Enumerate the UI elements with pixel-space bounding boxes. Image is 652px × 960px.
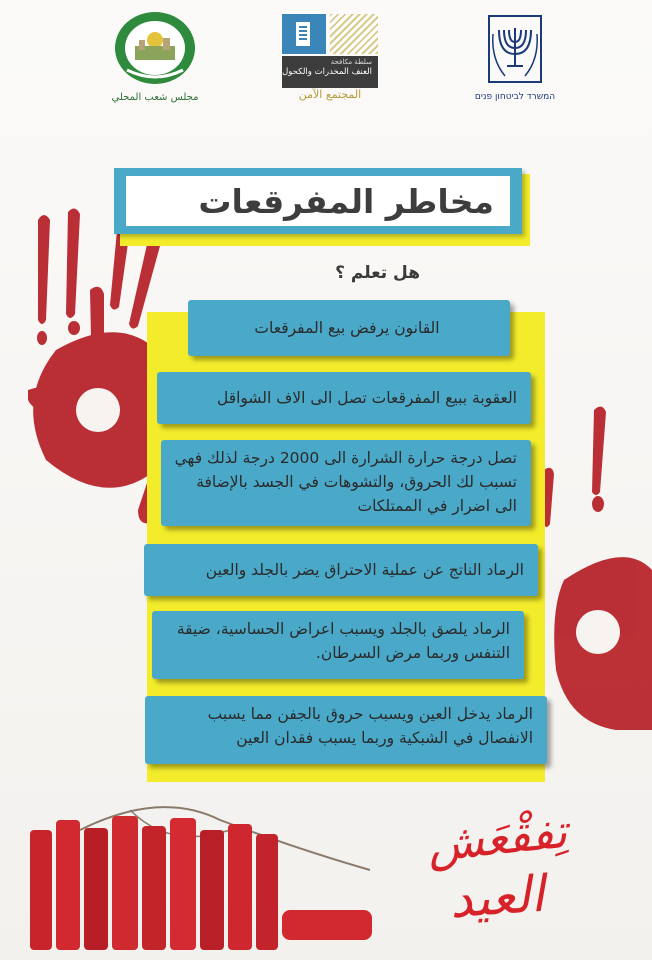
title-banner	[114, 168, 534, 246]
council-caption: مجلس شعب المحلي	[111, 92, 199, 103]
poster-title: مخاطر المفرقعات	[198, 182, 494, 221]
slogan	[382, 803, 612, 930]
fact-text: الرماد الناتج عن عملية الاحتراق يضر بالجلد والعين	[205, 561, 524, 579]
fact-card	[145, 696, 547, 764]
council-emblem-icon	[113, 10, 197, 86]
fact-card	[161, 440, 531, 526]
fact-text: الرماد يلصق بالجلد ويسبب اعراض الحساسية، ضيقة التنفس وربما مرض السرطان.	[176, 620, 510, 662]
council-logo	[100, 10, 210, 103]
ministry-logo	[455, 14, 575, 102]
fact-text: القانون يرفض بيع المفرقعات	[254, 319, 440, 337]
authority-main-title: العنف المخدرات والكحول	[282, 67, 372, 77]
authority-small-title: سلطة مكافحة	[330, 58, 372, 66]
fact-card	[157, 372, 531, 424]
authority-caption: المجتمع الآمن	[298, 88, 362, 101]
slogan-line-1: تِفقْعَش	[424, 803, 570, 873]
slogan-line-2: العيد	[447, 864, 547, 930]
authority-logo	[282, 14, 378, 101]
fact-card	[152, 611, 524, 679]
fact-card	[144, 544, 538, 596]
right-handprint-icon	[540, 400, 652, 730]
fact-card	[188, 300, 510, 356]
fact-text: تصل درجة حرارة الشرارة الى 2000 درجة لذلك فهي تسبب لك الحروق، والتشوهات في الجسد بالإضافة الى اضرار في الممتلكات	[174, 449, 517, 515]
ministry-caption: המשרד לביטחון פנים	[474, 92, 556, 102]
subtitle: هل تعلم ؟	[335, 263, 420, 283]
fact-text: العقوبة ببيع المفرقعات تصل الى الاف الشواقل	[216, 389, 517, 407]
firecrackers-icon	[20, 790, 400, 960]
fact-text: الرماد يدخل العين ويسبب حروق بالجفن مما يسبب الانفصال في الشبكية وربما يسبب فقدان العين	[207, 705, 533, 747]
menorah-emblem-icon	[485, 14, 545, 86]
building-icon	[296, 22, 310, 46]
